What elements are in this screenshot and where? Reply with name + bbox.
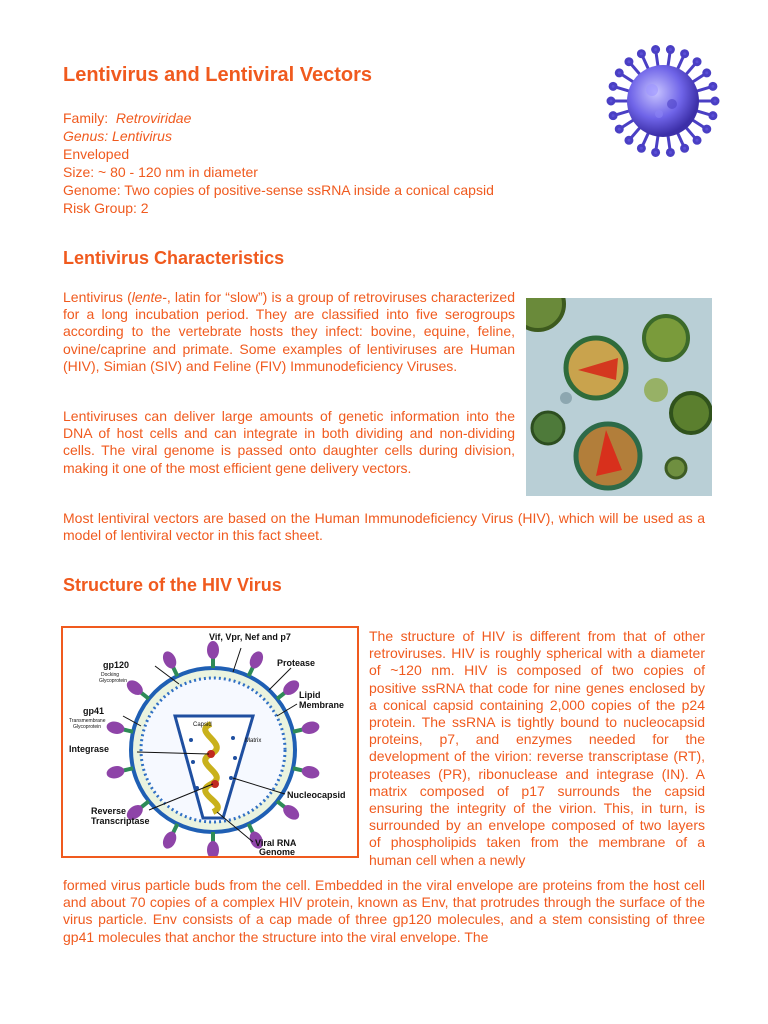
fact-list — [63, 109, 494, 217]
virus-spike-tip — [610, 83, 616, 89]
label-rt-2: Transcriptase — [91, 816, 150, 826]
structure-side-text: The structure of HIV is different from that of other retroviruses. HIV is roughly spherical with a diameter of ~120 nm. HIV is composed of two copies of positive ssRNA that code for nine genes enclosed by a conical capsid containing 2,000 copies of the p24 protein. The ssRNA is tightly bound to nucleocapsid proteins, p7, and enzymes needed for the development of the virion: reverse transcriptase (RT), proteases (PR), ribonuclease and integrase (IN). A matrix composed of p17 surrounds the capsid ensuring the integrity of the virion. This, in turn, is surrounded by an envelope composed of two layers of phospholipids taken from the membrane of a human cell when a newly — [369, 628, 705, 868]
virus-spike-tip — [694, 137, 700, 143]
gp120-head — [207, 641, 219, 659]
structure-continued-text: formed virus particle buds from the cell. Embedded in the viral envelope are proteins from the host cell and about 70 copies of a complex HIV protein, known as Env, that protrudes through the surface of the virus particle. Env consists of a cap made of three gp120 molecules, and a stem consisting of three gp41 molecules that anchor the structure into the viral envelope. The — [63, 877, 705, 945]
gp120-head — [105, 764, 125, 780]
virus-spike-tip — [626, 137, 632, 143]
hiv-structure-diagram — [61, 626, 359, 858]
genus-value: Lentivirus — [112, 128, 172, 144]
gp120-head — [207, 841, 219, 856]
virus-spike-tip — [682, 145, 688, 151]
virus-spike-tip — [704, 126, 710, 132]
label-lipid-1: Lipid — [299, 690, 321, 700]
label-capsid: Capsid — [193, 722, 212, 728]
gp120-head — [300, 720, 320, 736]
label-rt-1: Reverse — [91, 806, 127, 816]
size-line: Size: ~ 80 - 120 nm in diameter — [63, 164, 258, 180]
label-rna-1: Viral RNA — [255, 838, 297, 848]
label-nucleocapsid: Nucleocapsid — [287, 790, 346, 800]
virus-spike-tip — [638, 51, 644, 57]
characteristics-paragraph-1: Lentivirus (lente-, latin for “slow”) is a group of retroviruses characterized for a long incubation period. They are classified into five serogroups according to the vertebrate hosts they infect: bovine, equine, feline, ovine/caprine and primate. Some examples of lentiviruses are Human (HIV), Simian (SIV) and Feline (FIV) Immunodeficiency Viruses. — [63, 289, 516, 374]
label-gp120-sub1: Docking — [101, 672, 120, 678]
label-matrix: Matrix — [245, 738, 262, 744]
label-gp120-sub2: Glycoprotein — [99, 678, 128, 684]
characteristics-paragraph-2: Lentiviruses can deliver large amounts of genetic information into the DNA of host cells and can integrate in both dividing and non-dividing cells. The viral genome is passed onto daughter cells during division, making it one of the most efficient gene delivery vectors. — [63, 408, 515, 476]
characteristics-paragraph-3: Most lentiviral vectors are based on the Human Immunodeficiency Virus (HIV), which will be used as a model of lentiviral vector in this fact sheet. — [63, 510, 705, 544]
family-line: Family: Retroviridae — [63, 110, 192, 126]
risk-group-line: Risk Group: 2 — [63, 200, 149, 216]
virus-spike-tip — [694, 59, 700, 65]
genus-line: Genus: Lentivirus — [63, 128, 172, 144]
gp120-head — [105, 720, 125, 736]
virus-spike-tip — [626, 59, 632, 65]
virus-spike-tip — [616, 70, 622, 76]
label-rna-2: Genome — [259, 847, 296, 856]
structure-heading: Structure of the HIV Virus — [63, 575, 282, 595]
label-gp120: gp120 — [103, 660, 130, 670]
virus-spike-tip — [704, 70, 710, 76]
gp120-head — [160, 829, 179, 850]
virus-spike-tip — [653, 47, 659, 53]
virus-spike-tip — [710, 113, 716, 119]
label-gp41: gp41 — [83, 706, 105, 716]
virus-spike-tip — [608, 98, 614, 104]
virus-spike-tip — [653, 149, 659, 155]
characteristics-heading: Lentivirus Characteristics — [63, 248, 285, 268]
label-gp41-sub1: Transmembrane — [69, 718, 106, 724]
gp120-head — [247, 649, 266, 670]
virus-spike-tip — [667, 149, 673, 155]
virus-spike-tip — [712, 98, 718, 104]
virus-spike-tip — [667, 47, 673, 53]
virus-spike-tip — [616, 126, 622, 132]
label-vif: Vif, Vpr, Nef and p7 — [209, 632, 291, 642]
gp120-head — [300, 764, 320, 780]
enveloped-line: Enveloped — [63, 146, 130, 162]
virus-illustration — [604, 42, 722, 160]
label-protease: Protease — [277, 658, 316, 668]
label-lipid-2: Membrane — [299, 700, 345, 710]
label-gp41-sub2: Glycoprotein — [73, 724, 102, 730]
virus-spike-tip — [610, 113, 616, 119]
virus-spike-tip — [638, 145, 644, 151]
virus-spike-tip — [710, 83, 716, 89]
hiv-diagram-svg — [63, 628, 357, 856]
family-value: Retroviridae — [115, 110, 192, 126]
label-integrase: Integrase — [69, 744, 110, 754]
virus-spike-tip — [682, 51, 688, 57]
microscopy-image — [526, 298, 712, 496]
page-title: Lentivirus and Lentiviral Vectors — [63, 64, 372, 86]
genome-line: Genome: Two copies of positive-sense ssRNA inside a conical capsid — [63, 182, 494, 198]
gp120-head — [160, 649, 179, 670]
